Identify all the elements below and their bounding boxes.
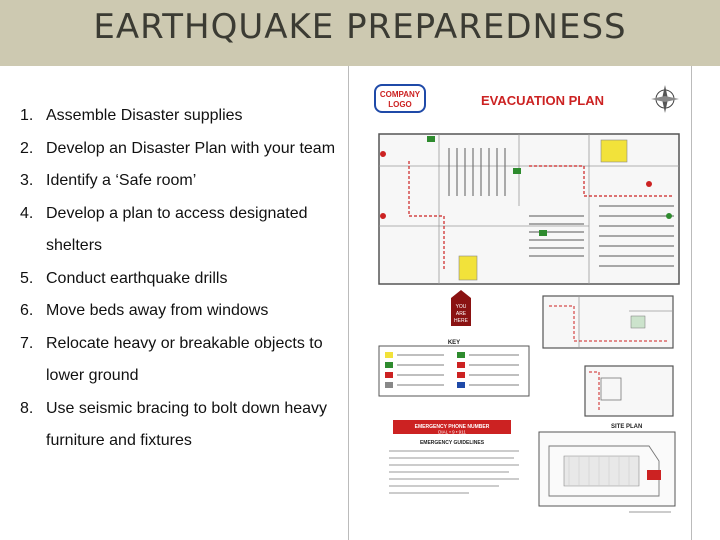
list-item [20,263,350,296]
step-number: 3. [20,172,34,189]
step-text: Develop an Disaster Plan with your team [46,139,336,157]
step-number: 1. [20,107,34,124]
evacuation-plan-image [348,66,692,540]
you-are-here-line1: YOU [455,304,467,310]
emergency-number: DIAL • 9 • 911 [438,429,466,435]
step-number: 6. [20,302,34,319]
site-plan [539,424,675,512]
step-text: Use seismic bracing to bolt down heavy furniture and fixtures [46,399,328,449]
step-text: Conduct earthquake drills [46,269,228,287]
step-number: 8. [20,399,34,417]
logo-line2: LOGO [388,100,412,109]
list-item [20,100,350,133]
you-are-here-marker [451,290,471,326]
site-plan-label: SITE PLAN [611,424,643,430]
step-text: Relocate heavy or breakable objects to lower ground [46,334,323,384]
list-item [20,165,350,198]
key-title: KEY [447,340,461,346]
office-plan [543,296,673,348]
page-title: EARTHQUAKE PREPAREDNESS [93,7,627,47]
steps-list [20,100,350,458]
step-number: 4. [20,204,34,222]
list-item [20,295,350,328]
you-are-here-line3: HERE [454,318,468,324]
manufacturing-plan [585,366,673,416]
company-logo [375,85,425,112]
list-item [20,133,350,166]
emergency-info [389,420,519,493]
plan-key [379,340,529,396]
step-text: Develop a plan to access designated shelters [46,204,308,254]
evacuation-plan-drawing [349,66,693,540]
list-item [20,328,350,393]
floor-plan [379,134,679,284]
step-text: Identify a ‘Safe room’ [46,172,197,189]
emergency-title: EMERGENCY PHONE NUMBER [414,424,490,430]
compass-icon [651,85,679,113]
guidelines-title: EMERGENCY GUIDELINES [419,440,485,446]
plan-heading: EVACUATION PLAN [481,93,605,108]
step-number: 2. [20,139,34,157]
you-are-here-line2: ARE [455,311,467,317]
list-item [20,393,350,458]
logo-line1: COMPANY [379,90,421,99]
step-number: 7. [20,334,34,352]
step-text: Move beds away from windows [46,302,269,319]
step-text: Assemble Disaster supplies [46,107,243,124]
list-item [20,198,350,263]
title-bar [0,0,720,66]
step-number: 5. [20,269,34,287]
